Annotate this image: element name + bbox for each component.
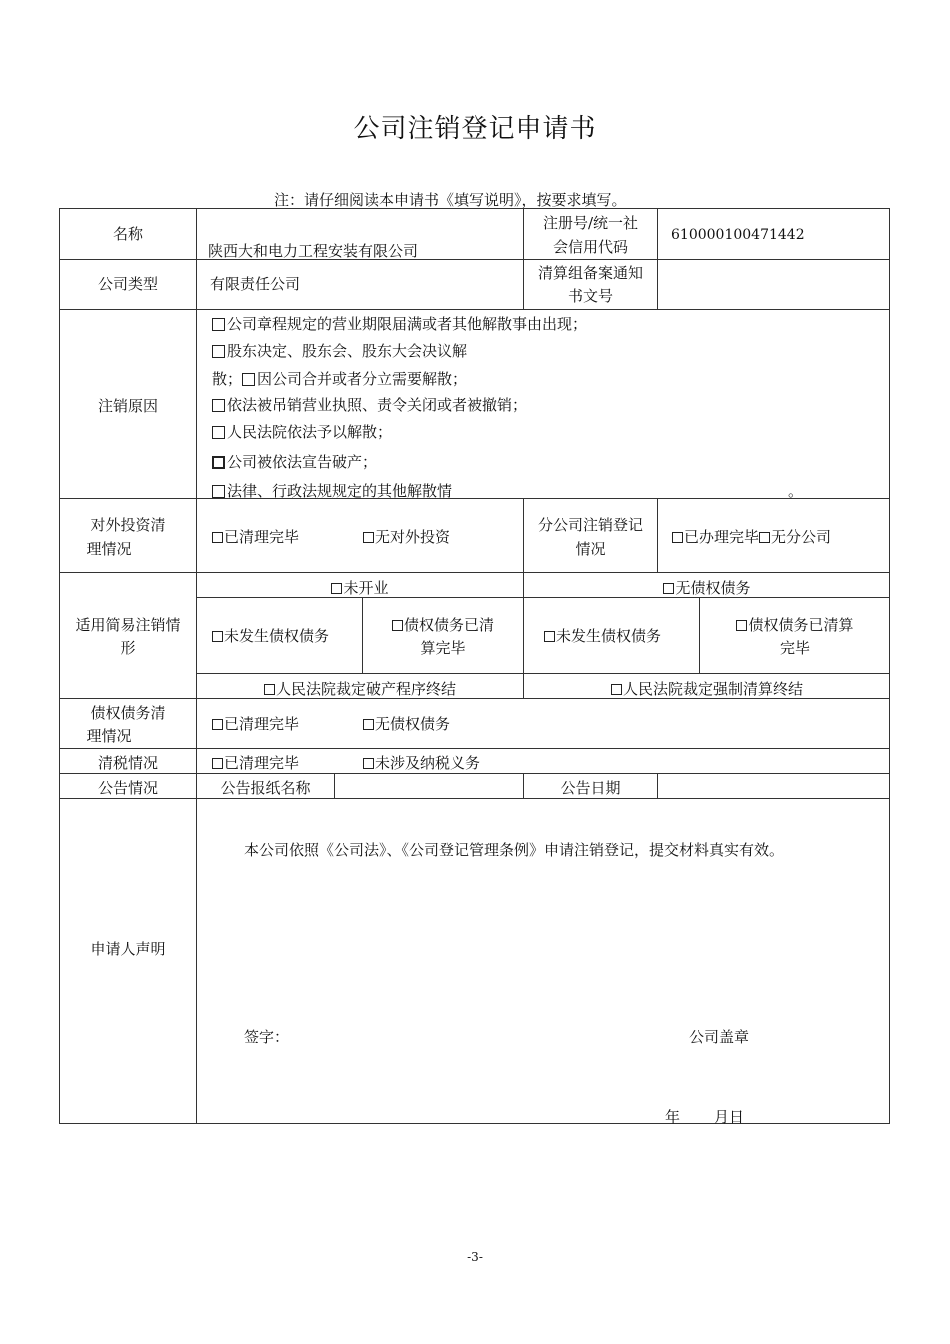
name-label: 名称: [112, 225, 143, 243]
date-monthday-label: 月日: [714, 1108, 745, 1126]
option-court-bankruptcy-ended: 人民法院裁定破产程序终结: [197, 678, 523, 701]
checkbox-icon[interactable]: [212, 399, 225, 412]
checkbox-icon[interactable]: [759, 532, 770, 543]
investment-label-line2: 理情况: [86, 540, 132, 558]
reason-bankruptcy: 公司被依法宣告破产；: [212, 451, 377, 474]
checkbox-icon[interactable]: [544, 631, 555, 642]
branch-options: 已办理完毕 无分公司: [672, 526, 831, 549]
checkbox-icon[interactable]: [212, 426, 225, 439]
tax-option-cleared: 已清理完毕: [212, 752, 299, 775]
branch-label-line1: 分公司注销登记: [537, 516, 643, 534]
right-option-debt-settled-line1: 债权债务已清算: [700, 614, 890, 637]
application-form-table: [59, 208, 890, 1124]
reason-license-revoked: 依法被吊销营业执照、责令关闭或者被撤销；: [212, 394, 527, 417]
applicant-declaration-label: 申请人声明: [90, 940, 166, 958]
checkbox-icon[interactable]: [212, 532, 223, 543]
left-option-debt-settled-line1: 债权债务已清: [363, 614, 523, 637]
reason-shareholder-resolution: 股东决定、股东会、股东大会决议解: [212, 340, 467, 363]
debt-clearance-label-line1: 债权债务清: [90, 704, 166, 722]
left-option-debt-settled-line2: 算完毕: [420, 639, 466, 657]
right-option-debt-settled-line2: 完毕: [779, 639, 810, 657]
page-number: -3-: [467, 1250, 483, 1264]
checkbox-icon[interactable]: [242, 373, 255, 386]
investment-label-line1: 对外投资清: [90, 516, 166, 534]
checkbox-icon[interactable]: [363, 532, 374, 543]
dissolution-reason-label: 注销原因: [97, 397, 158, 415]
reason-other-legal: 法律、行政法规规定的其他解散情: [212, 480, 452, 503]
registration-number-label-line1: 注册号/统一社: [542, 214, 639, 232]
left-option-no-debt-incurred: 未发生债权债务: [212, 625, 329, 648]
declaration-statement: 本公司依照《公司法》、《公司登记管理条例》申请注销登记，提交材料真实有效。: [244, 841, 785, 859]
checkbox-icon[interactable]: [663, 583, 674, 594]
investment-option-none: 无对外投资: [363, 526, 450, 549]
checkbox-icon[interactable]: [212, 345, 225, 358]
branch-label-line2: 情况: [575, 540, 606, 558]
checkbox-icon[interactable]: [611, 684, 622, 695]
investment-option-cleared: 已清理完毕: [212, 526, 299, 549]
checkbox-icon[interactable]: [212, 719, 223, 730]
newspaper-name-label: 公告报纸名称: [220, 779, 311, 797]
option-no-debt: 无债权债务: [524, 577, 890, 600]
registration-number-label-line2: 会信用代码: [552, 238, 628, 256]
company-type-value: 有限责任公司: [210, 275, 301, 293]
checkbox-icon[interactable]: [331, 583, 342, 594]
announcement-date-label: 公告日期: [560, 779, 621, 797]
simplified-deregistration-label-line2: 形: [120, 639, 136, 657]
checkbox-icon[interactable]: [212, 485, 225, 498]
checkbox-icon[interactable]: [672, 532, 683, 543]
right-option-no-debt-incurred: 未发生债权债务: [544, 625, 661, 648]
checkbox-icon[interactable]: [212, 758, 223, 769]
date-year-label: 年: [665, 1108, 681, 1126]
debt-clearance-label-line2: 理情况: [86, 727, 132, 745]
company-name-value: 陕西大和电力工程安装有限公司: [208, 242, 419, 260]
simplified-deregistration-label-line1: 适用简易注销情: [75, 616, 181, 634]
checkbox-icon[interactable]: [264, 684, 275, 695]
option-not-opened: 未开业: [197, 577, 523, 600]
announcement-label: 公告情况: [97, 779, 158, 797]
reason-merger-split: 散； 因公司合并或者分立需要解散；: [212, 370, 468, 388]
option-court-liquidation-ended: 人民法院裁定强制清算终结: [524, 678, 890, 701]
document-title: 公司注销登记申请书: [353, 114, 597, 144]
reason-court-dissolution: 人民法院依法予以解散；: [212, 421, 392, 444]
debt-option-none: 无债权债务: [363, 713, 450, 736]
company-type-label: 公司类型: [97, 275, 158, 293]
liquidation-notice-label-line2: 书文号: [567, 287, 613, 305]
checkbox-icon[interactable]: [212, 456, 225, 469]
checkbox-icon[interactable]: [363, 758, 374, 769]
checkbox-icon[interactable]: [212, 318, 225, 331]
checkbox-icon[interactable]: [392, 620, 403, 631]
tax-clearance-label: 清税情况: [97, 754, 158, 772]
checkbox-icon[interactable]: [212, 631, 223, 642]
checkbox-icon[interactable]: [363, 719, 374, 730]
reason-end-mark: 。: [788, 482, 804, 500]
registration-number-value: 610000100471442: [671, 227, 805, 243]
signature-label: 签字：: [244, 1028, 290, 1046]
tax-option-not-applicable: 未涉及纳税义务: [363, 752, 480, 775]
debt-option-cleared: 已清理完毕: [212, 713, 299, 736]
checkbox-icon[interactable]: [736, 620, 747, 631]
fill-instructions-note: 注：请仔细阅读本申请书《填写说明》，按要求填写。: [274, 191, 627, 209]
company-seal-label: 公司盖章: [689, 1028, 750, 1046]
liquidation-notice-label-line1: 清算组备案通知: [537, 264, 643, 282]
reason-charter-expiry: 公司章程规定的营业期限届满或者其他解散事由出现；: [212, 313, 587, 336]
